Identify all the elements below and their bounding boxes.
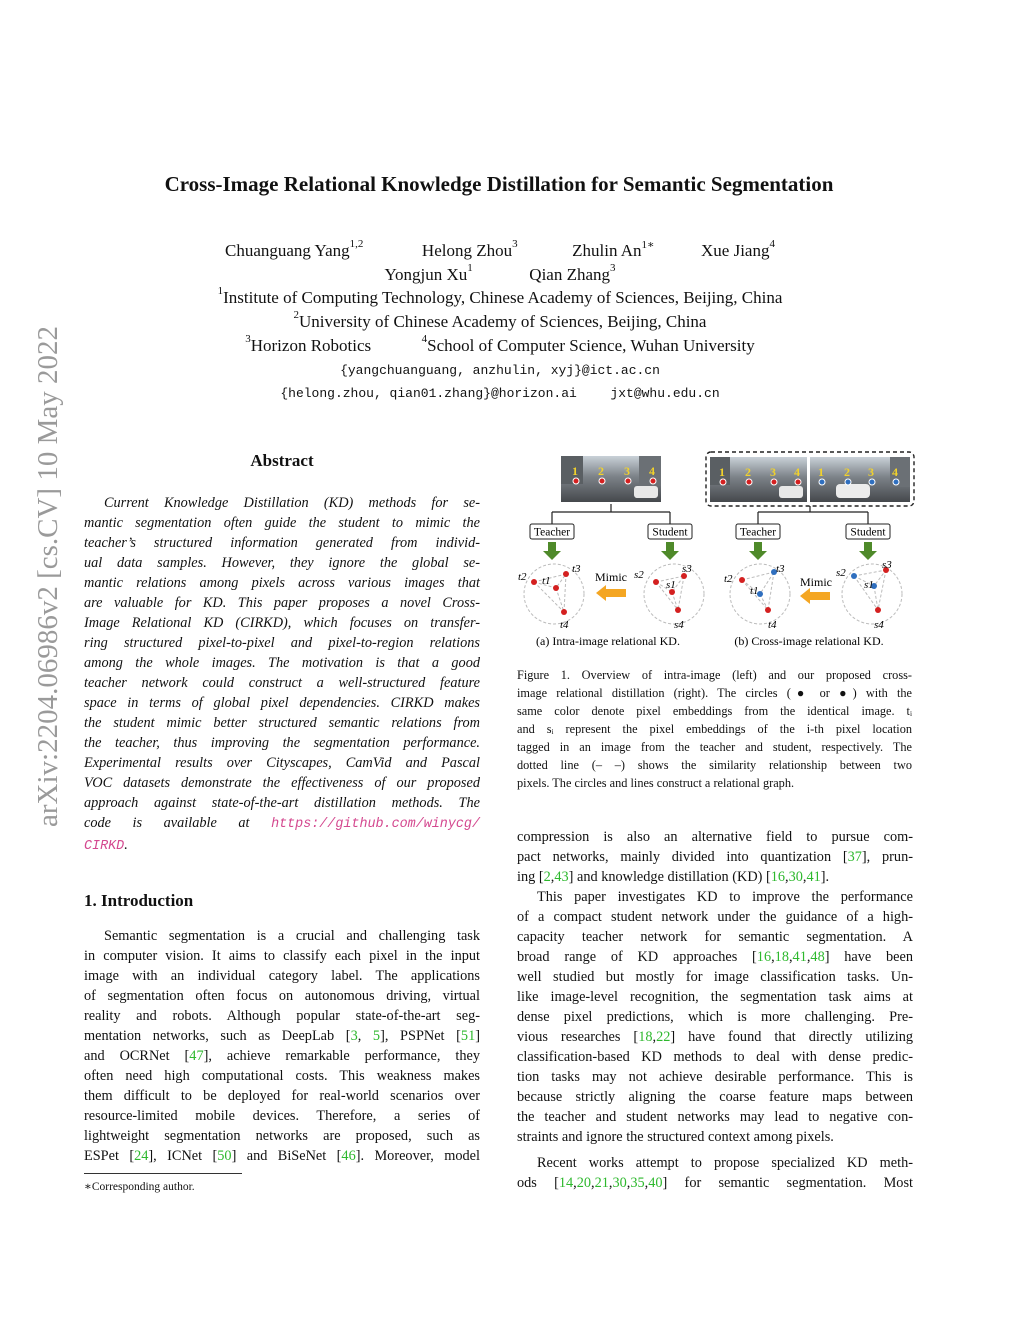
graph-a-teacher: [518, 563, 584, 631]
red-dot: [653, 579, 659, 585]
body-line: the teacher and student networks may lead to negative con-: [517, 1109, 913, 1125]
marker-number: 2: [844, 465, 850, 479]
caption-line: pixels. The circles and lines construct a relational graph.: [517, 776, 795, 790]
blue-dot: [819, 479, 825, 485]
citation[interactable]: 41: [806, 869, 821, 885]
citation[interactable]: 30: [612, 1175, 627, 1191]
marker-number: 1: [572, 464, 578, 478]
body-line: dense pixel predictions, which is more challenging. Pre-: [517, 1009, 913, 1025]
affiliation-1: [0, 285, 1000, 308]
mimic-label: Mimic: [800, 575, 832, 589]
footnote-rule: [84, 1173, 242, 1174]
abstract-line: ual data samples. However, they ignore the global se-: [84, 555, 480, 571]
citation[interactable]: 40: [648, 1175, 663, 1191]
text: ], prun-: [861, 849, 913, 865]
body-line: compression is also an alternative field to pursue com-: [517, 829, 913, 845]
t-label: t3: [776, 563, 785, 575]
abstract-line: the teacher, thus improving the segmentation performance.: [84, 735, 480, 751]
body-line: of a compact student network under the guidance of a high-: [517, 909, 913, 925]
author-sup: 3: [610, 262, 616, 274]
intro-right-column: [517, 827, 913, 1193]
abstract-line: ring structured pixel-to-pixel and pixel-to-region relations: [84, 635, 480, 651]
author-line-1: [0, 238, 1000, 261]
subcaption-a: (a) Intra-image relational KD.: [536, 634, 680, 648]
body-line: tion tasks may not achieve desirable performance. This is: [517, 1069, 913, 1085]
car-shape: [779, 486, 803, 498]
email-text: {helong.zhou, qian01.zhang}@horizon.ai: [280, 386, 577, 401]
body-line: Semantic segmentation is a crucial and challenging task: [104, 928, 480, 944]
citation[interactable]: 30: [788, 869, 803, 885]
marker-number: 1: [818, 465, 824, 479]
abstract-line: are valuable for KD. This paper proposes a novel Cross-: [84, 595, 480, 611]
graph-b-student: [836, 559, 902, 631]
abstract-text: code is available at: [84, 815, 272, 831]
author-name: Yongjun Xu: [384, 265, 468, 284]
body-line: them difficult to be deployed for real-world scenarios over: [84, 1088, 480, 1104]
citation[interactable]: 18: [774, 949, 789, 965]
car-shape: [836, 484, 870, 498]
affiliation-sup: 1: [217, 285, 224, 297]
red-dot: [553, 585, 559, 591]
graph-b-teacher: [724, 563, 790, 631]
citation[interactable]: 22: [656, 1029, 671, 1045]
red-dot: [746, 479, 752, 485]
email-text: jxt@whu.edu.cn: [610, 386, 720, 401]
left-arrow-icon: [596, 585, 626, 601]
text: ] have found that directly utilizing: [670, 1029, 913, 1045]
marker-number: 4: [892, 465, 898, 479]
teacher-label: Teacher: [533, 526, 571, 539]
abstract-line: Experimental results over Cityscapes, CamVid and Pascal: [84, 755, 480, 771]
author-sup: 1∗: [641, 239, 655, 251]
down-arrow-icon: [749, 542, 767, 560]
caption-line: image relational distillation (right). The circles (● or ●) with the: [517, 686, 912, 700]
red-dot: [650, 478, 656, 484]
t-label: t2: [518, 571, 527, 583]
affiliation-text: School of Computer Science, Wuhan University: [427, 336, 755, 355]
section-heading-introduction: 1. Introduction: [84, 891, 194, 910]
red-dot: [531, 579, 537, 585]
citation[interactable]: 16: [770, 869, 786, 885]
text: ,: [573, 1175, 577, 1191]
caption-line: and sᵢ represent the pixel embeddings of the i-th pixel location: [517, 722, 912, 736]
marker-number: 1: [719, 465, 725, 479]
caption-line: dotted line (– –) shows the similarity relationship between two: [517, 758, 912, 772]
body-line: [84, 1026, 480, 1046]
t-label: t1: [542, 575, 551, 587]
s-label: s1: [666, 579, 676, 591]
student-label: Student: [850, 526, 886, 539]
red-dot: [561, 609, 567, 615]
intro-left-column: [84, 926, 480, 1166]
s-label: s3: [882, 559, 892, 571]
subcaption-b: (b) Cross-image relational KD.: [734, 634, 884, 648]
text: and OCRNet [: [84, 1048, 190, 1064]
t-label: t2: [724, 573, 733, 585]
author-sup: 3: [512, 238, 518, 250]
abstract-line: VOC datasets demonstrate the effectiveness of our proposed: [84, 775, 480, 791]
citation[interactable]: 50: [217, 1148, 232, 1164]
body-line: [517, 1173, 913, 1193]
s-label: s2: [634, 569, 644, 581]
caption-line: same color denote pixel embeddings from the identical image. tᵢ: [517, 704, 912, 718]
text: ]: [475, 1028, 480, 1044]
red-dot: [675, 607, 681, 613]
text: ,: [788, 949, 793, 965]
body-line: Recent works attempt to propose specialized KD meth-: [537, 1155, 913, 1171]
citation[interactable]: 37: [847, 849, 862, 865]
red-dot: [720, 479, 726, 485]
text: ], PSPNet [: [380, 1028, 461, 1044]
body-line: classification-based KD methods to deal with dense predic-: [517, 1049, 913, 1065]
red-dot: [875, 607, 881, 613]
role-boxes: [530, 524, 890, 539]
down-arrow-icon: [661, 542, 679, 560]
affiliation-text: Horizon Robotics: [250, 336, 372, 355]
caption-line: tagged in an image from the teacher and student, respectively. The: [517, 740, 912, 754]
text: ,: [644, 1175, 649, 1191]
down-arrow-icon: [543, 542, 561, 560]
t-label: t4: [768, 619, 777, 631]
author-name: Chuanguang Yang: [225, 241, 350, 260]
t-label: t3: [572, 563, 581, 575]
body-line: like image-level recognition, the segmentation task aims at: [517, 989, 913, 1005]
abstract-line: Image Relational KD (CIRKD), which focuses on transfer-: [84, 615, 480, 631]
figure-1: [506, 448, 918, 654]
text: ], ICNet [: [148, 1148, 218, 1164]
body-line: straints and ignore the structured context among pixels.: [517, 1129, 834, 1145]
citation[interactable]: 47: [189, 1048, 204, 1064]
connector-a: [552, 504, 670, 524]
figure-caption: [517, 666, 912, 792]
citation[interactable]: 43: [554, 869, 569, 885]
teacher-label: Teacher: [739, 526, 777, 539]
car-shape: [634, 486, 658, 498]
paper-title: Cross-Image Relational Knowledge Distillation for Semantic Segmentation: [164, 172, 834, 196]
email-line-2: [0, 386, 1000, 401]
green-arrows: [543, 542, 877, 560]
text: ,: [771, 949, 775, 965]
left-arrow-icon: [800, 588, 830, 604]
arxiv-identifier: arXiv:2204.06986v2 [cs.CV] 10 May 2022: [32, 325, 64, 827]
author-sup: 4: [769, 238, 775, 250]
student-label: Student: [652, 526, 688, 539]
text: ]. Moreover, model: [355, 1148, 480, 1164]
marker-number: 2: [745, 465, 751, 479]
abstract-line: [84, 813, 480, 835]
graph-circle: [842, 564, 902, 624]
red-dot: [563, 571, 569, 577]
marker-number: 3: [624, 464, 630, 478]
body-line: of segmentation often focus on autonomous driving, virtual: [84, 988, 480, 1004]
red-dot: [795, 479, 801, 485]
text: ESPet [: [84, 1148, 135, 1164]
abstract-line: space in terms of global pixel dependencies. CIRKD makes: [84, 695, 480, 711]
text: ,: [550, 869, 555, 885]
red-dot: [765, 607, 771, 613]
s-label: s4: [874, 619, 884, 631]
t-label: t4: [560, 619, 569, 631]
author-sup: 1: [467, 262, 473, 274]
abstract-body: [84, 493, 480, 857]
text: ing [: [517, 869, 544, 885]
text: ] and BiSeNet [: [231, 1148, 342, 1164]
text: broad range of KD approaches [: [517, 949, 757, 965]
s-label: s4: [674, 619, 684, 631]
body-line: capacity teacher network for semantic segmentation. A: [517, 929, 913, 945]
citation[interactable]: 18: [638, 1029, 653, 1045]
abstract-line: teacher network could construct a well-structured feature: [84, 675, 480, 691]
text: ,: [652, 1029, 657, 1045]
body-line: [517, 867, 913, 887]
text: ] have been: [824, 949, 914, 965]
body-line: reality and robots. Although popular state-of-the-art seg-: [84, 1008, 480, 1024]
body-line: This paper investigates KD to improve the performance: [537, 889, 913, 905]
t-label: t1: [750, 585, 759, 597]
affiliation-text: Institute of Computing Technology, Chinese Academy of Sciences, Beijing, China: [223, 288, 783, 307]
citation[interactable]: 16: [756, 949, 772, 965]
abstract-line: Current Knowledge Distillation (KD) methods for se-: [104, 495, 480, 511]
text: ods [: [517, 1175, 559, 1191]
affiliation-sup: 2: [293, 309, 300, 321]
citation[interactable]: 24: [134, 1148, 149, 1164]
marker-number: 3: [770, 465, 776, 479]
body-line: [517, 1027, 913, 1047]
abstract-line: mantic segmentation often guide the student to mimic the: [84, 515, 480, 531]
citation[interactable]: 41: [792, 949, 807, 965]
text: ,: [591, 1175, 595, 1191]
text: ,: [608, 1175, 613, 1191]
abstract-line: mantic relations among pixels across various images that: [84, 575, 480, 591]
citation[interactable]: 51: [460, 1028, 476, 1044]
panel-b-markers: [719, 465, 899, 485]
body-line: because strictly aligning the coarse feature maps between: [517, 1089, 913, 1105]
abstract-line: approach against state-of-the-art distillation methods. The: [84, 795, 480, 811]
author-name: Zhulin An: [572, 241, 642, 260]
tree-connectors: [552, 504, 868, 524]
affiliation-sup: 4: [421, 333, 428, 345]
email-line-1: {yangchuanguang, anzhulin, xyj}@ict.ac.cn: [340, 363, 660, 378]
s-label: s3: [682, 563, 692, 575]
code-link-cont[interactable]: CIRKD: [84, 839, 125, 854]
text: ,: [802, 869, 807, 885]
blue-dot: [851, 573, 857, 579]
body-line: resource-limited mobile devices. Therefore, a series of: [84, 1108, 480, 1124]
affiliation-2: [0, 309, 1000, 332]
text: ] for semantic segmentation. Most: [662, 1175, 913, 1191]
text: ].: [820, 869, 830, 885]
body-line: [517, 847, 913, 867]
citation[interactable]: 14: [558, 1175, 574, 1191]
body-line: [84, 1146, 480, 1166]
code-link[interactable]: https://github.com/winycg/: [271, 817, 480, 832]
red-dot: [625, 478, 631, 484]
red-dot: [771, 479, 777, 485]
mimic-b: [800, 575, 832, 604]
body-line: lightweight segmentation networks are proposed, such as: [84, 1128, 480, 1144]
text: ,: [785, 869, 789, 885]
text: vious researches [: [517, 1029, 639, 1045]
body-line: in computer vision. It aims to classify each pixel in the input: [84, 948, 480, 964]
citation[interactable]: 21: [594, 1175, 609, 1191]
affiliation-text: University of Chinese Academy of Sciences, Beijing, China: [299, 312, 707, 331]
body-line: [84, 1046, 480, 1066]
blue-dot: [869, 479, 875, 485]
citation[interactable]: 20: [576, 1175, 592, 1191]
text: ,: [357, 1028, 373, 1044]
footnote: ∗Corresponding author.: [84, 1181, 195, 1193]
marker-number: 3: [868, 465, 874, 479]
marker-number: 4: [794, 465, 800, 479]
text: pact networks, mainly divided into quantization [: [517, 849, 848, 865]
mimic-a: [595, 570, 627, 601]
author-name: Xue Jiang: [701, 241, 770, 260]
author-name: Qian Zhang: [529, 265, 611, 284]
abstract-line: [84, 835, 480, 857]
red-dot: [599, 478, 605, 484]
text: mentation networks, such as DeepLab [: [84, 1028, 351, 1044]
body-line: often need high computational costs. This weakness makes: [84, 1068, 480, 1084]
abstract-text: .: [124, 837, 128, 853]
s-label: s2: [836, 567, 846, 579]
citation[interactable]: 3: [350, 1028, 358, 1044]
blue-dot: [893, 479, 899, 485]
marker-number: 4: [649, 464, 655, 478]
body-line: well studied but mostly for image classification tasks. Un-: [517, 969, 913, 985]
citation[interactable]: 46: [341, 1148, 356, 1164]
citation[interactable]: 35: [630, 1175, 645, 1191]
caption-line: Figure 1. Overview of intra-image (left) and our proposed cross-: [517, 668, 912, 682]
abstract-line: among the whole images. The motivation is that a good: [84, 655, 480, 671]
text: ] and knowledge distillation (KD) [: [568, 869, 771, 885]
red-dot: [573, 478, 579, 484]
graph-a-student: [634, 563, 704, 631]
down-arrow-icon: [859, 542, 877, 560]
citation[interactable]: 2: [543, 869, 551, 885]
text: ], achieve remarkable performance, they: [203, 1048, 480, 1064]
author-line-2: [0, 262, 1000, 285]
citation[interactable]: 48: [810, 949, 825, 965]
author-sup: 1,2: [349, 238, 364, 250]
abstract-line: teacher’s structured information generated from individ-: [84, 535, 480, 551]
text: ,: [626, 1175, 631, 1191]
s-label: s1: [864, 579, 874, 591]
blue-dot: [845, 479, 851, 485]
abstract-heading: Abstract: [250, 451, 314, 470]
affiliation-sup: 3: [245, 333, 251, 345]
citation[interactable]: 5: [372, 1028, 381, 1044]
affiliation-3-4: [0, 333, 1000, 356]
abstract-line: the student mimic better structured semantic relations from: [84, 715, 480, 731]
mimic-label: Mimic: [595, 570, 627, 584]
connector-b: [758, 506, 868, 524]
red-dot: [739, 577, 745, 583]
body-line: [517, 947, 913, 967]
text: ,: [806, 949, 811, 965]
marker-number: 2: [598, 464, 604, 478]
author-name: Helong Zhou: [421, 241, 513, 260]
body-line: image with an individual category label. The applications: [84, 968, 480, 984]
